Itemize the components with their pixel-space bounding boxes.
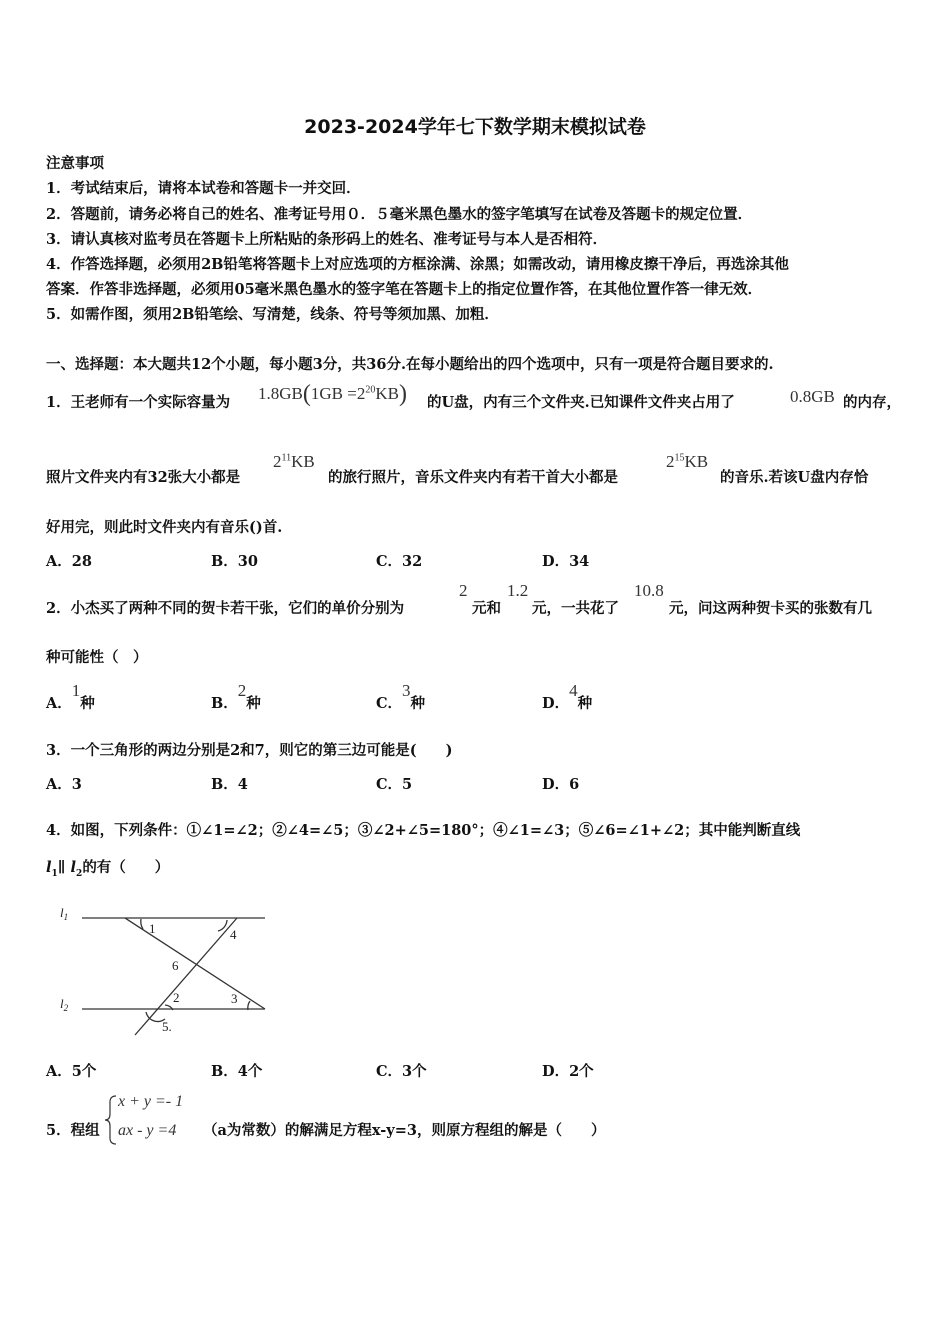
notice-item: 4．作答选择题，必须用2B铅笔将答题卡上对应选项的方框涂满、涂黑；如需改动，请用橡皮擦干净后，再选涂其他 — [46, 256, 789, 273]
q4-option-a[interactable]: A．5个 — [46, 1063, 97, 1080]
angle-label-4: 4 — [230, 927, 237, 942]
question-5-text: （a为常数）的解满足方程x-y=3，则原方程组的解是（ ） — [203, 1122, 606, 1139]
q1-option-d[interactable]: D．34 — [542, 553, 590, 570]
transversal-1 — [125, 918, 265, 1009]
question-1-text: 的旅行照片，音乐文件夹内有若干首大小都是 — [328, 469, 618, 486]
angle-label-6: 6 — [172, 958, 179, 973]
question-5-text: 5．程组 — [46, 1122, 100, 1139]
notice-item: 答案．作答非选择题，必须用05毫米黑色墨水的签字笔在答题卡上的指定位置作答，在其他位置作答一律无效． — [46, 281, 763, 298]
question-2-text: 元，一共花了 — [532, 600, 619, 617]
angle-arc-1 — [141, 919, 143, 929]
question-2-text: 元，问这两种贺卡买的张数有几 — [669, 600, 872, 617]
notice-item: 1．考试结束后，请将本试卷和答题卡一并交回． — [46, 180, 361, 197]
q3-option-d[interactable]: D．6 — [542, 776, 580, 793]
question-1-text: 好用完，则此时文件夹内有音乐()首. — [46, 519, 283, 536]
q1-courseware-math: 0.8GB — [790, 387, 835, 406]
angle-label-5: 5. — [162, 1019, 172, 1034]
question-1-text: 的U盘，内有三个文件夹.已知课件文件夹占用了 — [427, 394, 735, 411]
question-2-text: 2．小杰买了两种不同的贺卡若干张，它们的单价分别为 — [46, 600, 405, 617]
notice-item: 3．请认真核对监考员在答题卡上所粘贴的条形码上的姓名、准考证号与本人是否相符． — [46, 231, 608, 248]
equation-1: x + y =- 1 — [118, 1093, 184, 1110]
equation-2: ax - y =4 — [118, 1122, 177, 1139]
question-3-text: 3．一个三角形的两边分别是2和7，则它的第三边可能是( ) — [46, 742, 453, 759]
q3-option-b[interactable]: B．4 — [211, 776, 248, 793]
q4-option-d[interactable]: D．2个 — [542, 1063, 594, 1080]
q3-option-a[interactable]: A．3 — [46, 776, 82, 793]
section-heading: 一、选择题：本大题共12个小题，每小题3分，共36分.在每小题给出的四个选项中，只有一项是符合题目要求的. — [46, 356, 774, 373]
question-4-text: $l_1\parallel$ $l_2$的有（ ） — [46, 859, 170, 879]
figure-label-l2: $l_2$ — [60, 996, 69, 1013]
angle-label-2: 2 — [173, 990, 180, 1005]
question-1-text: 的内存， — [843, 394, 901, 411]
question-4-text: 4．如图，下列条件：①∠1=∠2；②∠4=∠5；③∠2+∠5=180°；④∠1=∠3；⑤∠6=∠1+∠2；其中能判断直线 — [46, 822, 801, 839]
notice-heading: 注意事项 — [46, 155, 104, 172]
question-1-text: 照片文件夹内有32张大小都是 — [46, 469, 241, 486]
question-1-text: 1．王老师有一个实际容量为 — [46, 394, 231, 411]
q1-option-a[interactable]: A．28 — [46, 553, 92, 570]
q1-music-size-math: $2^{15}KB$ — [666, 452, 709, 471]
page-title: 2023-2024学年七下数学期末模拟试卷 — [304, 116, 646, 138]
q2-price-1: 2 — [459, 581, 468, 600]
question-2-text: 元和 — [472, 600, 501, 617]
q2-option-a[interactable]: A．1种 — [46, 681, 95, 712]
q1-option-b[interactable]: B．30 — [211, 553, 258, 570]
q4-option-c[interactable]: C．3个 — [376, 1063, 427, 1080]
q2-option-c[interactable]: C．3种 — [376, 681, 426, 712]
angle-label-1: 1 — [149, 921, 156, 936]
angle-arc-4 — [218, 920, 227, 931]
question-1-text: 的音乐.若该U盘内存恰 — [720, 469, 869, 486]
angle-label-3: 3 — [231, 991, 238, 1006]
q1-photo-size-math: $2^{11}KB$ — [273, 452, 315, 471]
q1-capacity-math: $1.8GB(1GB =2^{20}KB)$ — [258, 381, 407, 407]
parallel-lines-figure — [55, 898, 275, 1043]
notice-item: 5．如需作图，须用2B铅笔绘、写清楚，线条、符号等须加黑、加粗． — [46, 306, 499, 323]
q2-option-d[interactable]: D．4种 — [542, 681, 593, 712]
q4-option-b[interactable]: B．4个 — [211, 1063, 263, 1080]
q3-option-c[interactable]: C．5 — [376, 776, 413, 793]
question-2-text: 种可能性（ ） — [46, 649, 148, 666]
figure-label-l1: $l_1$ — [60, 905, 69, 922]
q2-option-b[interactable]: B．2种 — [211, 681, 261, 712]
q2-total: 10.8 — [634, 581, 664, 600]
q1-option-c[interactable]: C．32 — [376, 553, 423, 570]
notice-item: 2．答题前，请务必将自己的姓名、准考证号用０．５毫米黑色墨水的签字笔填写在试卷及答题卡的规定位置． — [46, 206, 753, 223]
q2-price-2: 1.2 — [507, 581, 529, 600]
equation-brace — [104, 1094, 118, 1146]
